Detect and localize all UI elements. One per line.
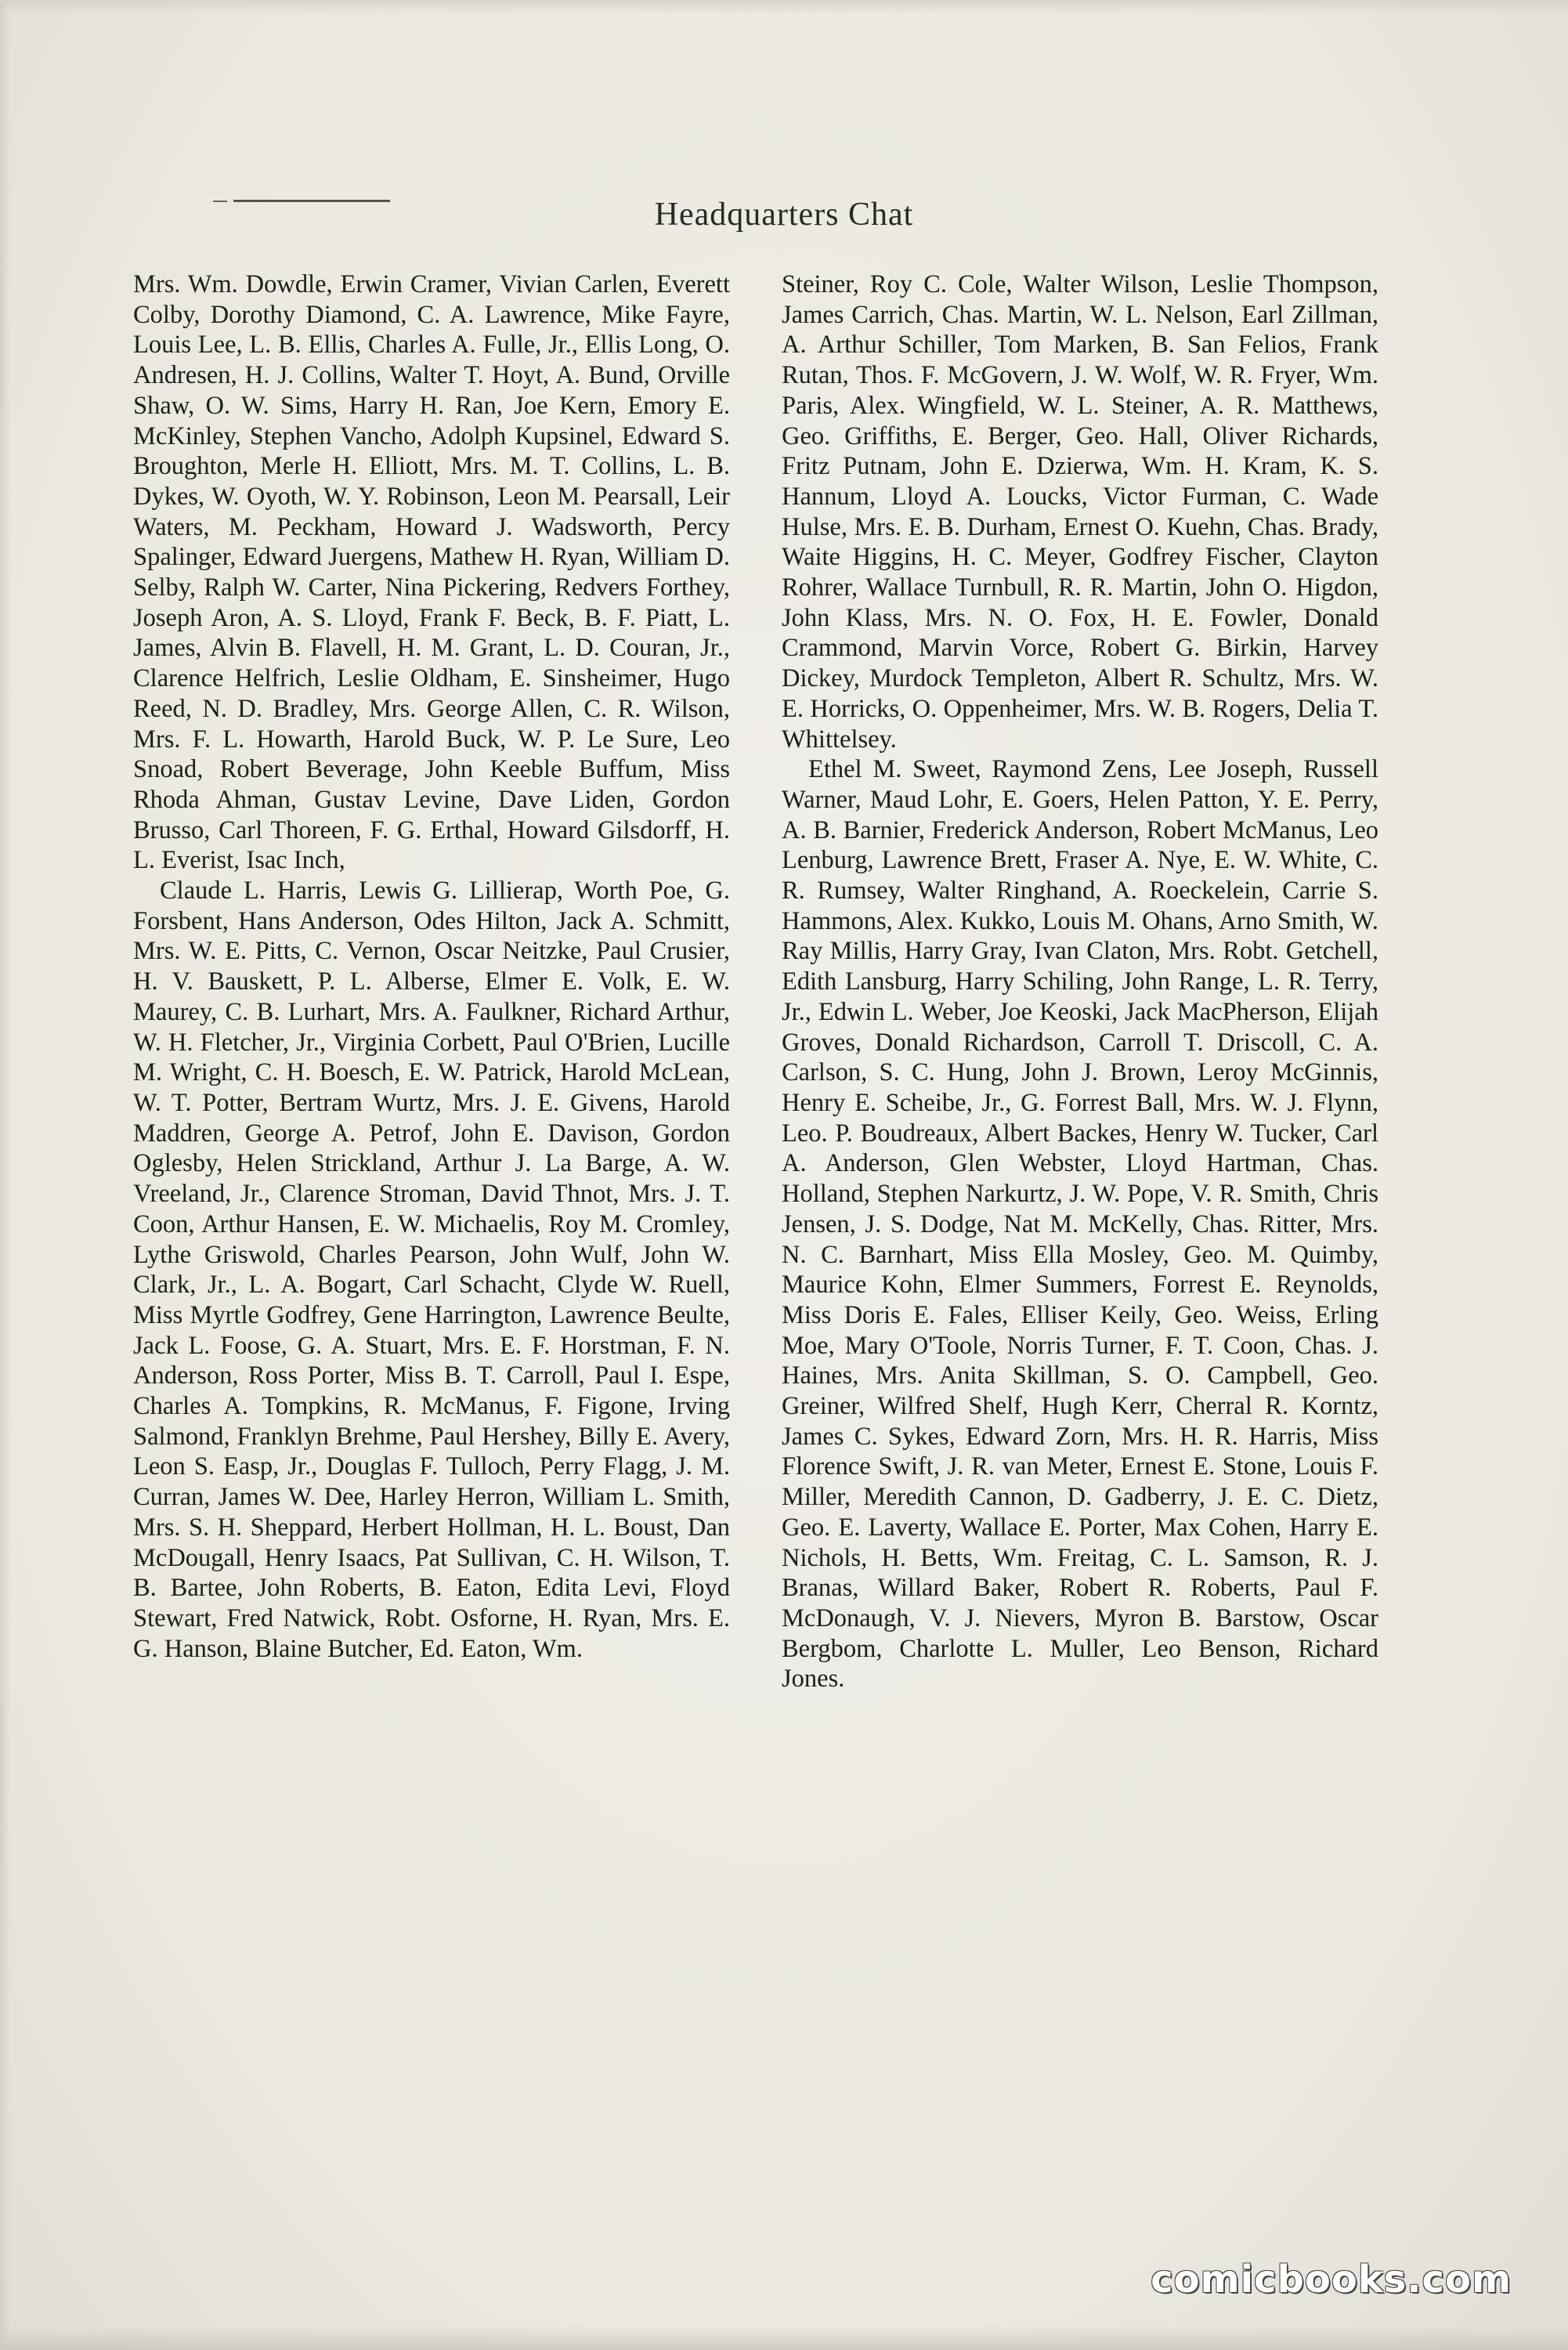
right-paragraph-1: Steiner, Roy C. Cole, Walter Wilson, Leslie Thompson, James Carrich, Chas. Martin, W. L. Nelson, Earl Zillman, A. Arthur Schiller, Tom Marken, B. San Felios, Frank Rutan, Thos. F. McGovern, J. W. Wolf, W. R. Fryer, Wm. Paris, Alex. Wingfield, W. L. Steiner, A. R. Matthews, Geo. Griffiths, E. Berger, Geo. Hall, Oliver Richards, Fritz Putnam, John E. Dzierwa, Wm. H. Kram, K. S. Hannum, Lloyd A. Loucks, Victor Furman, C. Wade Hulse, Mrs. E. B. Durham, Ernest O. Kuehn, Chas. Brady, Waite Higgins, H. C. Meyer, Godfrey Fischer, Clayton Rohrer, Wallace Turnbull, R. R. Martin, John O. Higdon, John Klass, Mrs. N. O. Fox, H. E. Fowler, Donald Crammond, Marvin Vorce, Robert G. Birkin, Harvey Dickey, Murdock Templeton, Albert R. Schultz, Mrs. W. E. Horricks, O. Oppenheimer, Mrs. W. B. Rogers, Delia T. Whittelsey. xyxy=(782,270,1378,754)
page-bottom-edge xyxy=(0,2326,1568,2350)
left-paragraph-2: Claude L. Harris, Lewis G. Lillierap, Worth Poe, G. Forsbent, Hans Anderson, Odes Hilton, Jack A. Schmitt, Mrs. W. E. Pitts, C. Vernon, Oscar Neitzke, Paul Crusier, H. V. Bauskett, P. L. Alberse, Elmer E. Volk, E. W. Maurey, C. B. Lurhart, Mrs. A. Faulkner, Richard Arthur, W. H. Fletcher, Jr., Virginia Corbett, Paul O'Brien, Lucille M. Wright, C. H. Boesch, E. W. Patrick, Harold McLean, W. T. Potter, Bertram Wurtz, Mrs. J. E. Givens, Harold Maddren, George A. Petrof, John E. Davison, Gordon Oglesby, Helen Strickland, Arthur J. La Barge, A. W. Vreeland, Jr., Clarence Stroman, David Thnot, Mrs. J. T. Coon, Arthur Hansen, E. W. Michaelis, Roy M. Cromley, Lythe Griswold, Charles Pearson, John Wulf, John W. Clark, Jr., L. A. Bogart, Carl Schacht, Clyde W. Ruell, Miss Myrtle Godfrey, Gene Harrington, Lawrence Beulte, Jack L. Foose, G. A. Stuart, Mrs. E. F. Horstman, F. N. Anderson, Ross Porter, Miss B. T. Carroll, Paul I. Espe, Charles A. Tompkins, R. McManus, F. Figone, Irving Salmond, Franklyn Brehme, Paul Hershey, Billy E. Avery, Leon S. Easp, Jr., Douglas F. Tulloch, Perry Flagg, J. M. Curran, James W. Dee, Harley Herron, William L. Smith, Mrs. S. H. Sheppard, Herbert Hollman, H. L. Boust, Dan McDougall, Henry Isaacs, Pat Sullivan, C. H. Wilson, T. B. Bartee, John Roberts, B. Eaton, Edita Levi, Floyd Stewart, Fred Natwick, Robt. Osforne, H. Ryan, Mrs. E. G. Hanson, Blaine Butcher, Ed. Eaton, Wm. xyxy=(133,877,730,1663)
page-left-edge xyxy=(0,0,11,2350)
left-paragraph-1: Mrs. Wm. Dowdle, Erwin Cramer, Vivian Carlen, Everett Colby, Dorothy Diamond, C. A. Lawrence, Mike Fayre, Louis Lee, L. B. Ellis, Charles A. Fulle, Jr., Ellis Long, O. Andresen, H. J. Collins, Walter T. Hoyt, A. Bund, Orville Shaw, O. W. Sims, Harry H. Ran, Joe Kern, Emory E. McKinley, Stephen Vancho, Adolph Kupsinel, Edward S. Broughton, Merle H. Elliott, Mrs. M. T. Collins, L. B. Dykes, W. Oyoth, W. Y. Robinson, Leon M. Pearsall, Leir Waters, M. Peckham, Howard J. Wadsworth, Percy Spalinger, Edward Juergens, Mathew H. Ryan, William D. Selby, Ralph W. Carter, Nina Pickering, Redvers Forthey, Joseph Aron, A. S. Lloyd, Frank F. Beck, B. F. Piatt, L. James, Alvin B. Flavell, H. M. Grant, L. D. Couran, Jr., Clarence Helfrich, Leslie Oldham, E. Sinsheimer, Hugo Reed, N. D. Bradley, Mrs. George Allen, C. R. Wilson, Mrs. F. L. Howarth, Harold Buck, W. P. Le Sure, Leo Snoad, Robert Beverage, John Keeble Buffum, Miss Rhoda Ahman, Gustav Levine, Dave Liden, Gordon Brusso, Carl Thoreen, F. G. Erthal, Howard Gilsdorff, H. L. Everist, Isac Inch, xyxy=(133,270,730,875)
right-paragraph-2: Ethel M. Sweet, Raymond Zens, Lee Joseph, Russell Warner, Maud Lohr, E. Goers, Helen Patton, Y. E. Perry, A. B. Barnier, Frederick Anderson, Robert McManus, Leo Lenburg, Lawrence Brett, Fraser A. Nye, E. W. White, C. R. Rumsey, Walter Ringhand, A. Roeckelein, Carrie S. Hammons, Alex. Kukko, Louis M. Ohans, Arno Smith, W. Ray Millis, Harry Gray, Ivan Claton, Mrs. Robt. Getchell, Edith Lansburg, Harry Schiling, John Range, L. R. Terry, Jr., Edwin L. Weber, Joe Keoski, Jack MacPherson, Elijah Groves, Donald Richardson, Carroll T. Driscoll, C. A. Carlson, S. C. Hung, John J. Brown, Leroy McGinnis, Henry E. Scheibe, Jr., G. Forrest Ball, Mrs. W. J. Flynn, Leo. P. Boudreaux, Albert Backes, Henry W. Tucker, Carl A. Anderson, Glen Webster, Lloyd Hartman, Chas. Holland, Stephen Narkurtz, J. W. Pope, V. R. Smith, Chris Jensen, J. S. Dodge, Nat M. McKelly, Chas. Ritter, Mrs. N. C. Barnhart, Miss Ella Mosley, Geo. M. Quimby, Maurice Kohn, Elmer Summers, Forrest E. Reynolds, Miss Doris E. Fales, Elliser Keily, Geo. Weiss, Erling Moe, Mary O'Toole, Norris Turner, F. T. Coon, Chas. J. Haines, Mrs. Anita Skillman, S. O. Campbell, Geo. Greiner, Wilfred Shelf, Hugh Kerr, Cherral R. Korntz, James C. Sykes, Edward Zorn, Mrs. H. R. Harris, Miss Florence Swift, J. R. van Meter, Ernest E. Stone, Louis F. Miller, Meredith Cannon, D. Gadberry, J. E. C. Dietz, Geo. E. Laverty, Wallace E. Porter, Max Cohen, Harry E. Nichols, H. Betts, Wm. Freitag, C. L. Samson, R. J. Branas, Willard Baker, Robert R. Roberts, Paul F. McDonaugh, V. J. Nievers, Myron B. Barstow, Oscar Bergbom, Charlotte L. Muller, Leo Benson, Richard Jones. xyxy=(782,755,1378,1694)
right-column xyxy=(782,269,1378,1694)
watermark: comicbooks.com xyxy=(1151,2258,1512,2301)
page-top-edge xyxy=(0,0,1568,14)
left-column xyxy=(133,269,730,1664)
page-title: Headquarters Chat xyxy=(654,197,914,233)
